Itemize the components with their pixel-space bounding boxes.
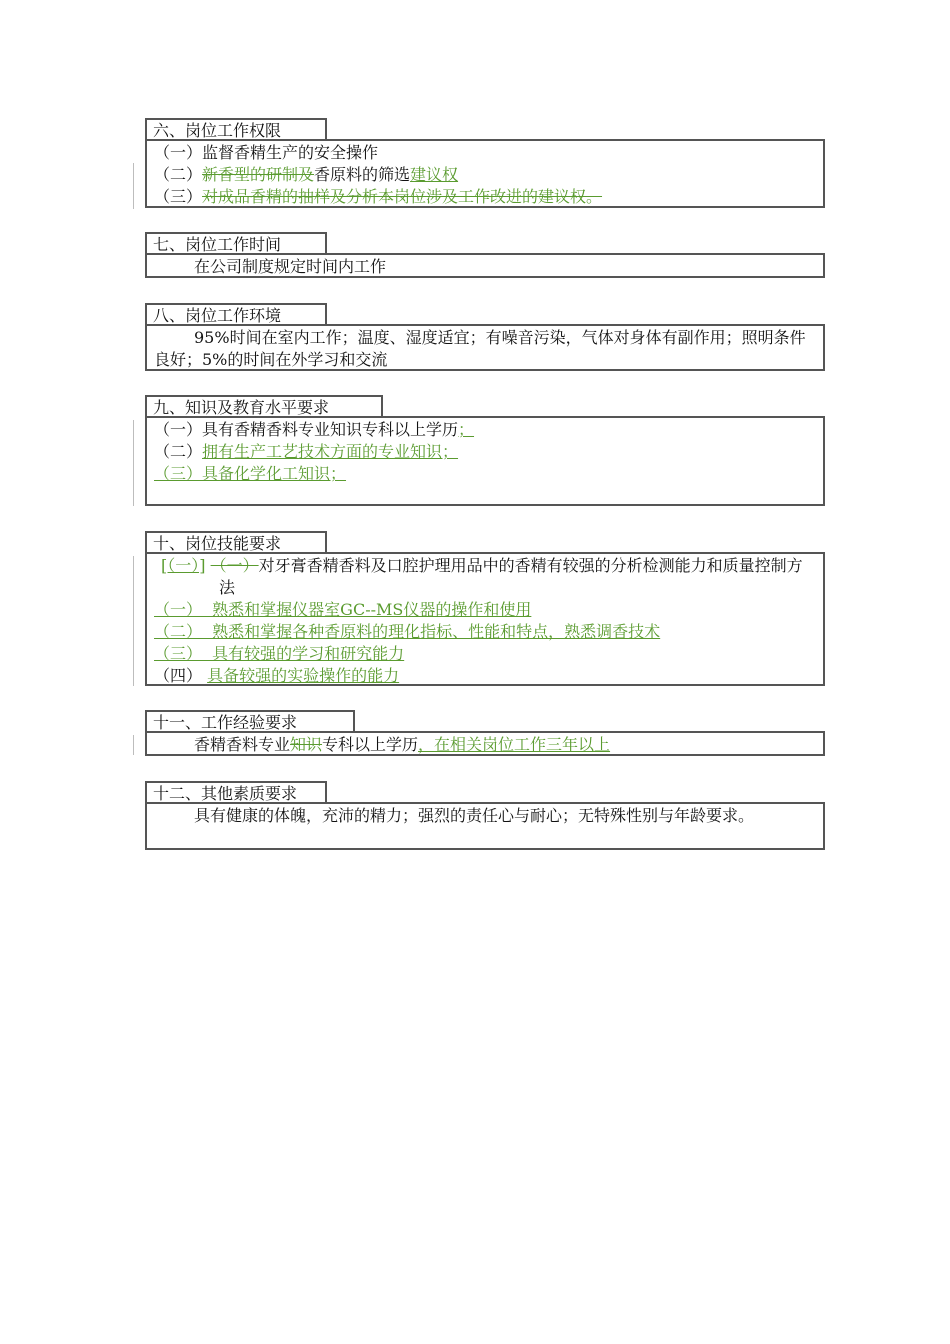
section-body [145, 324, 825, 371]
item-line: [（一）] （一）对牙膏香精香料及口腔护理用品中的香精有较强的分析检测能力和质量控制方法 [161, 556, 803, 597]
item-line: （一）具有香精香料专业知识专科以上学历； [154, 420, 475, 439]
revision-bar [133, 420, 134, 506]
section-body [145, 802, 825, 850]
body-text: 在公司制度规定时间内工作 [194, 257, 387, 276]
section-title: 十、岗位技能要求 [145, 531, 327, 552]
section-other-qualities [145, 781, 825, 850]
section-body [145, 731, 825, 756]
section-title: 十二、其他素质要求 [145, 781, 327, 802]
section-experience-requirements [145, 710, 825, 756]
item-line: （四） 具备较强的实验操作的能力 [154, 666, 400, 685]
section-body [145, 139, 825, 208]
item-line: （三）对成品香精的抽样及分析本岗位涉及工作改进的建议权。 [154, 187, 603, 206]
item-line: （二）拥有生产工艺技术方面的专业知识； [154, 442, 459, 461]
section-title: 六、岗位工作权限 [145, 118, 327, 139]
section-work-environment [145, 303, 825, 371]
item-line: （二） 熟悉和掌握各种香原料的理化指标、性能和特点，熟悉调香技术 [154, 622, 661, 641]
revision-bar [133, 735, 134, 755]
section-body [145, 253, 825, 278]
revision-bar [133, 163, 134, 209]
section-title: 十一、工作经验要求 [145, 710, 355, 731]
section-work-hours [145, 232, 825, 278]
section-skill-requirements [145, 531, 825, 686]
body-text: 95%时间在室内工作；温度、湿度适宜；有噪音污染，气体对身体有副作用；照明条件良好；5%的时间在外学习和交流 [154, 328, 806, 369]
item-line: （一） 熟悉和掌握仪器室GC--MS仪器的操作和使用 [154, 600, 532, 619]
item-line: （一）监督香精生产的安全操作 [154, 143, 379, 162]
body-text: 香精香料专业知识专科以上学历，在相关岗位工作三年以上 [194, 735, 611, 754]
section-job-authority [145, 118, 825, 208]
section-title: 七、岗位工作时间 [145, 232, 327, 253]
revision-bar [133, 556, 134, 686]
section-body [145, 552, 825, 686]
item-line: （三）具备化学化工知识； [154, 464, 347, 483]
item-line: （二）新香型的研制及香原料的筛选建议权 [154, 165, 459, 184]
section-title: 九、知识及教育水平要求 [145, 395, 383, 416]
body-text: 具有健康的体魄，充沛的精力；强烈的责任心与耐心；无特殊性别与年龄要求。 [194, 806, 755, 825]
section-body [145, 416, 825, 506]
item-line: （三） 具有较强的学习和研究能力 [154, 644, 405, 663]
section-knowledge-requirements [145, 395, 825, 506]
section-title: 八、岗位工作环境 [145, 303, 327, 324]
